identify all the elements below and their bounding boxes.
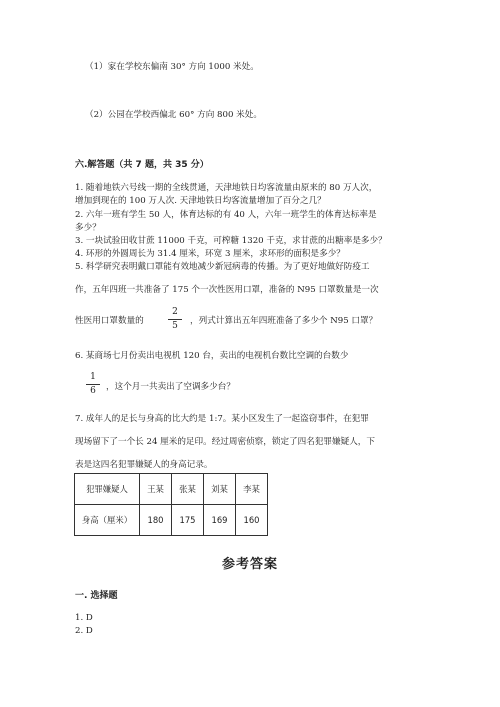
table-cell-name: 李某 [236, 474, 268, 505]
question-4: 4. 环形的外圆周长为 31.4 厘米，环宽 3 厘米，求环形的面积是多少？ [75, 249, 345, 259]
table-row [75, 505, 268, 536]
table-cell-height: 169 [204, 505, 236, 536]
question-5-line-1: 5. 科学研究表明戴口罩能有效地减少新冠病毒的传播。为了更好地做好防疫工 [75, 262, 370, 272]
table-cell-name: 刘某 [204, 474, 236, 505]
table-row-label: 身高（厘米） [75, 505, 140, 536]
question-5-line-2: 作，五年四班一共准备了 175 个一次性医用口罩，准备的 N95 口罩数量是一次 [75, 285, 379, 295]
question-6-line-1: 6. 某商场七月份卖出电视机 120 台，卖出的电视机台数比空调的台数少 [75, 351, 349, 361]
table-cell-height: 160 [236, 505, 268, 536]
fraction-numerator: 2 [172, 307, 178, 317]
fraction-denominator: 5 [172, 321, 178, 331]
question-1-line-1: 1. 随着地铁六号线一期的全线贯通，天津地铁日均客流量由原来的 80 万人次， [75, 183, 378, 193]
question-1-line-2: 增加到现在的 100 万人次. 天津地铁日均客流量增加了百分之几？ [75, 196, 326, 206]
table-cell-height: 175 [172, 505, 204, 536]
table-header-label: 犯罪嫌疑人 [75, 474, 140, 505]
table-cell-height: 180 [140, 505, 172, 536]
problem-item-1: （1）家在学校东偏南 30° 方向 1000 米处。 [85, 62, 259, 72]
fraction-denominator: 6 [90, 386, 96, 396]
section-6-title: 六.解答题（共 7 题，共 35 分） [75, 160, 209, 170]
question-3: 3. 一块试验田收甘蔗 11000 千克，可榨糖 1320 千克，求甘蔗的出糖率是多少？ [75, 236, 387, 246]
fraction-one-sixth [86, 372, 100, 397]
answer-item: 2. D [75, 626, 93, 636]
problem-item-2: （2）公园在学校西偏北 60° 方向 800 米处。 [85, 110, 262, 120]
suspect-height-table [74, 473, 268, 536]
table-cell-name: 王某 [140, 474, 172, 505]
question-5-line-3b: ，列式计算出五年四班准备了多少个 N95 口罩？ [190, 316, 378, 326]
table-cell-name: 张某 [172, 474, 204, 505]
question-7-line-1: 7. 成年人的足长与身高的比大约是 1:7。某小区发生了一起盗窃事件，在犯罪 [75, 414, 369, 424]
question-7-line-3: 表是这四名犯罪嫌疑人的身高记录。 [75, 460, 213, 470]
table-row [75, 474, 268, 505]
fraction-bar [168, 319, 182, 320]
fraction-two-fifths [168, 307, 182, 332]
answer-section-1-title: 一. 选择题 [75, 591, 118, 601]
question-7-line-2: 现场留下了一个长 24 厘米的足印。经过周密侦察，锁定了四名犯罪嫌疑人，下 [75, 437, 375, 447]
fraction-numerator: 1 [90, 372, 96, 382]
answer-key-title: 参考答案 [221, 557, 278, 572]
fraction-bar [86, 384, 100, 385]
answer-item: 1. D [75, 613, 93, 623]
question-6-line-2: ，这个月一共卖出了空调多少台？ [106, 382, 235, 392]
question-5-line-3a: 性医用口罩数量的 [75, 316, 144, 326]
question-2-line-1: 2. 六年一班有学生 50 人，体育达标的有 40 人，六年一班学生的体育达标率是 [75, 210, 377, 220]
question-2-line-2: 多少？ [75, 223, 101, 233]
